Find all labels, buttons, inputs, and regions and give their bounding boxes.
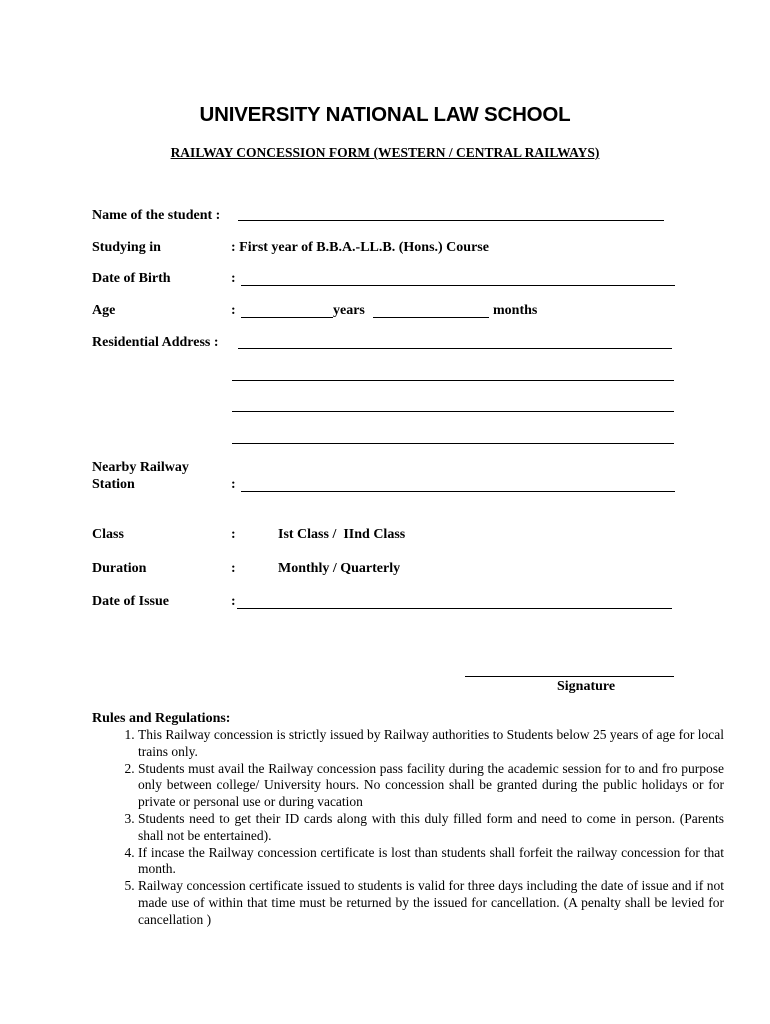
age-years-field[interactable] <box>241 317 333 318</box>
station-label-line1: Nearby Railway <box>92 460 189 475</box>
rule-item: 4. If incase the Railway concession certificate is lost than students shall forfeit the railway concession for that month. <box>138 845 724 879</box>
rules-list <box>92 727 724 929</box>
age-months-field[interactable] <box>373 317 489 318</box>
duration-label: Duration <box>92 561 147 576</box>
age-months-label: months <box>493 303 538 318</box>
station-colon: : <box>231 477 236 492</box>
dob-label: Date of Birth <box>92 271 171 286</box>
dob-field[interactable] <box>241 285 675 286</box>
rule-item: 2. Students must avail the Railway concession pass facility during the academic session for to and fro purpose only between college/ University hours. No concession shall be granted during the public holidays or for private or personal use or during vacation <box>138 761 724 811</box>
issue-label: Date of Issue <box>92 594 169 609</box>
signature-label: Signature <box>557 679 616 694</box>
signature-line[interactable] <box>465 676 674 677</box>
name-label: Name of the student : <box>92 208 221 223</box>
class-colon: : <box>231 527 236 542</box>
duration-value: Monthly / Quarterly <box>278 561 401 576</box>
duration-colon: : <box>231 561 236 576</box>
station-label-line2: Station <box>92 477 135 492</box>
rule-item: 3. Students need to get their ID cards along with this duly filled form and need to come in person. (Parents shall not be entertained). <box>138 811 724 845</box>
rule-item: 1. This Railway concession is strictly issued by Railway authorities to Students below 25 years of age for local trains only. <box>138 727 724 761</box>
address-field-line-3[interactable] <box>232 411 674 412</box>
class-value: Ist Class / IInd Class <box>278 527 406 542</box>
address-field-line-2[interactable] <box>232 380 674 381</box>
name-field[interactable] <box>238 220 664 221</box>
studying-label: Studying in <box>92 240 161 255</box>
issue-field[interactable] <box>237 608 672 609</box>
age-years-label: years <box>333 303 365 318</box>
age-label: Age <box>92 303 116 318</box>
address-label: Residential Address : <box>92 335 219 350</box>
studying-value: : First year of B.B.A.-LL.B. (Hons.) Course <box>231 240 489 255</box>
class-label: Class <box>92 527 124 542</box>
rules-heading: Rules and Regulations: <box>92 711 231 726</box>
dob-colon: : <box>231 271 236 286</box>
rule-item: 5. Railway concession certificate issued to students is valid for three days including the date of issue and if not made use of within that time must be returned by the issued for cancellation. (A penalty shall be levied for cancellation ) <box>138 878 724 928</box>
age-colon: : <box>231 303 236 318</box>
station-field[interactable] <box>241 491 675 492</box>
form-subtitle: RAILWAY CONCESSION FORM (WESTERN / CENTRAL RAILWAYS) <box>170 145 600 160</box>
address-field-line-4[interactable] <box>232 443 674 444</box>
page-title: UNIVERSITY NATIONAL LAW SCHOOL <box>199 103 571 126</box>
issue-colon: : <box>231 594 236 609</box>
address-field-line-1[interactable] <box>238 348 672 349</box>
